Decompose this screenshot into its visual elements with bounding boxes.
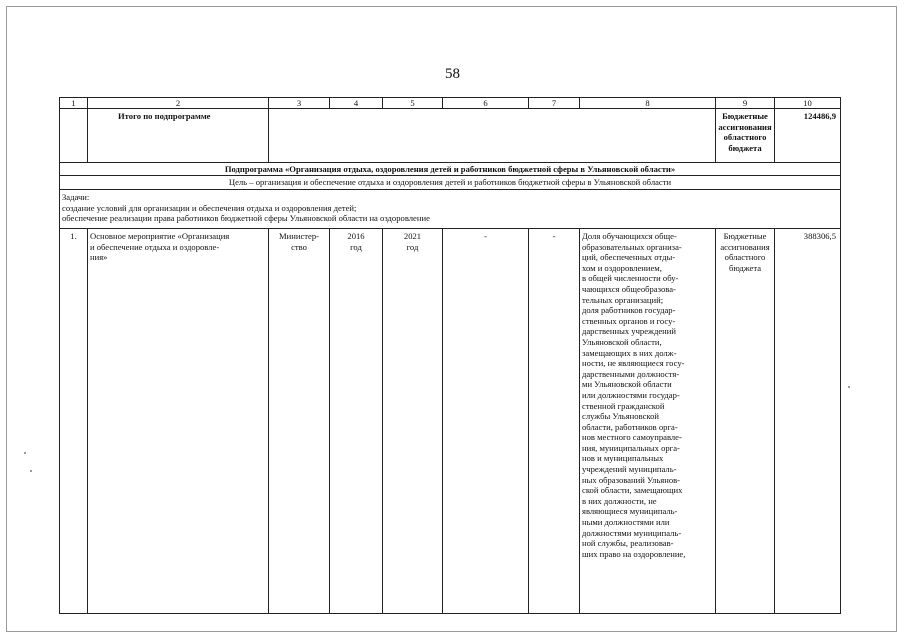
subprogram-title: Подпрограмма «Организация отдыха, оздоровления детей и работников бюджетной сферы в Ульяновской области» [60,163,841,176]
activity-executor: Министер- ство [269,229,330,614]
tasks-heading: Задачи: [62,192,90,202]
scan-speck [848,386,850,388]
header-cell: 9 [716,98,775,109]
goal-row [60,176,841,190]
activity-indicators: Доля обучающихся обще- образовательных организа- ций, обеспеченных отды- хом и оздоровлением, в общей численности обу- чающихся общеобразова- тельных организаций; доля работников государ- ственных органов и госу- дарственных учреждений Ульяновской области, замещающих в них долж- ности, не являющиеся госу- дарственными должностя- ми Ульяновской области или должностями государ- ственной гражданской службы Ульяновской области, работников орга- нов местного самоуправле- ния, муниципальных орга- нов и муниципальных учреждений муниципаль- ных образований Ульянов- ской области, замещающих в них должности, не являющиеся муниципаль- ными должностями или должностями муниципаль- ной службы, реализовав- ших право на оздоровление, [580,229,716,614]
total-source: Бюджетные ассигнования областного бюджета [716,109,775,163]
activity-source: Бюджетные ассигнования областного бюджета [716,229,775,614]
task-item: обеспечение реализации права работников бюджетной сферы Ульяновской области на оздоровление [62,213,430,224]
activity-name: Основное мероприятие «Организация и обеспечение отдыха и оздоровле- ния» [88,229,269,614]
header-cell: 10 [775,98,841,109]
goal-text: Цель – организация и обеспечение отдыха и оздоровления детей и работников бюджетной сферы в Ульяновской области [60,176,841,190]
activity-col7: - [529,229,580,614]
page-number: 58 [445,66,460,82]
activity-end: 2021 год [383,229,443,614]
scan-speck [30,470,32,472]
program-table [59,97,841,614]
header-cell: 2 [88,98,269,109]
tasks-cell [60,190,841,229]
header-cell: 3 [269,98,330,109]
header-cell: 5 [383,98,443,109]
header-cell: 8 [580,98,716,109]
activity-start: 2016 год [330,229,383,614]
subprogram-row [60,163,841,176]
scan-speck [24,452,26,454]
total-num-cell [60,109,88,163]
total-empty-cell [269,109,716,163]
task-item: создание условий для организации и обеспечения отдыха и оздоровления детей; [62,202,357,213]
tasks-row [60,190,841,229]
header-cell: 1 [60,98,88,109]
activity-num: 1. [60,229,88,614]
activity-amount: 388306,5 [775,229,841,614]
header-cell: 7 [529,98,580,109]
column-number-row [60,98,841,109]
activity-col6: - [443,229,529,614]
header-cell: 4 [330,98,383,109]
total-amount: 124486,9 [775,109,841,163]
total-row [60,109,841,163]
activity-row [60,229,841,614]
header-cell: 6 [443,98,529,109]
total-label: Итого по подпрограмме [88,109,269,163]
